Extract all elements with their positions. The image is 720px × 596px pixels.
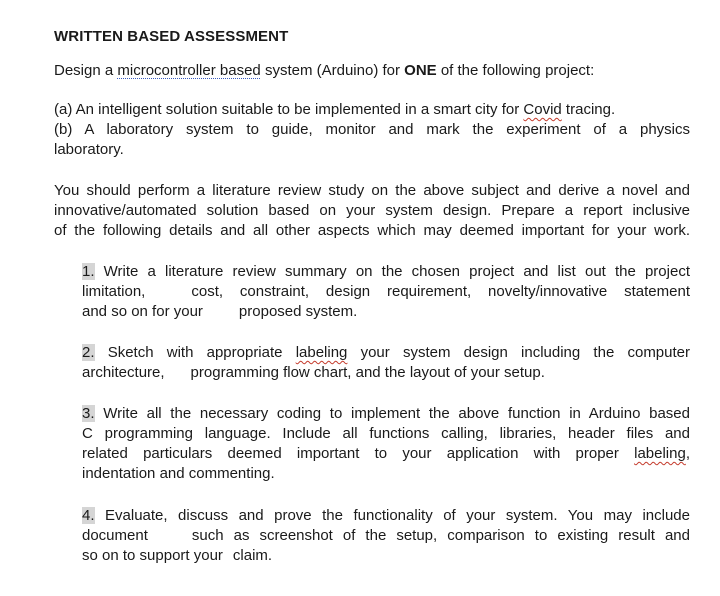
- task1-line1: [82, 262, 690, 282]
- task1-line2: [82, 282, 690, 302]
- task4-text: claim.: [232, 547, 273, 564]
- task4-line1: [82, 506, 690, 526]
- task1-line3: [82, 302, 357, 322]
- task4-line2: [82, 526, 690, 546]
- option-a-text: (a) An intelligent solution suitable to be implemented in a smart city for: [54, 101, 524, 118]
- task-number: 1.: [82, 263, 95, 280]
- task3-line2: C programming language. Include all functions calling, libraries, header files and: [82, 425, 690, 442]
- option-a: [54, 100, 615, 120]
- task1-text: proposed system.: [238, 303, 358, 320]
- assessment-heading: WRITTEN BASED ASSESSMENT: [54, 28, 289, 45]
- emphasis-text: ONE: [404, 62, 437, 79]
- option-b-line2: laboratory.: [54, 141, 124, 158]
- task3-text: ,: [685, 445, 690, 462]
- review-paragraph-line1: You should perform a literature review study on the above subject and derive a novel and: [54, 182, 690, 199]
- spell-flagged-text: labeling: [634, 445, 686, 462]
- task4-line3: [82, 546, 272, 566]
- task-number: 3.: [82, 405, 95, 422]
- task1-text: cost, constraint, design requirement, novelty/innovative statement: [191, 283, 690, 300]
- task2-text: architecture,: [82, 364, 165, 381]
- task3-text: related particulars deemed important to your application with proper: [82, 445, 635, 462]
- spell-flagged-text: labeling: [295, 344, 348, 361]
- task2-line2: [82, 363, 545, 383]
- task1-text: and so on for your: [82, 303, 203, 320]
- intro-text: system (Arduino) for: [260, 62, 405, 79]
- review-paragraph-line3: of the following details and all other aspects which may deemed important for your work.: [54, 222, 690, 239]
- intro-text: Design a: [54, 62, 118, 79]
- task2-text: your system design including the computer: [347, 344, 690, 361]
- task4-text: so on to support your: [82, 547, 223, 564]
- task3-line1: [82, 404, 690, 424]
- task4-text: such as screenshot of the setup, comparison to existing result and: [191, 527, 690, 544]
- task2-text: programming flow chart, and the layout of your setup.: [190, 364, 545, 381]
- task2-line1: [82, 343, 690, 363]
- option-a-text: tracing.: [561, 101, 616, 118]
- task-number: 2.: [82, 344, 95, 361]
- task3-line4: indentation and commenting.: [82, 465, 275, 482]
- task3-line3: [82, 444, 690, 464]
- option-b-line1: (b) A laboratory system to guide, monitor and mark the experiment of a physics: [54, 121, 690, 138]
- task1-text: Write a literature review summary on the chosen project and list out the project: [94, 263, 690, 280]
- spell-flagged-text: Covid: [523, 101, 562, 118]
- task2-text: Sketch with appropriate: [94, 344, 296, 361]
- task1-text: limitation,: [82, 283, 146, 300]
- task3-text: Write all the necessary coding to implement the above function in Arduino based: [94, 405, 690, 422]
- grammar-flagged-text: microcontroller based: [117, 62, 261, 79]
- task4-text: document: [82, 527, 148, 544]
- task4-text: Evaluate, discuss and prove the functionality of your system. You may include: [94, 507, 690, 524]
- task-number: 4.: [82, 507, 95, 524]
- intro-line: [54, 61, 594, 81]
- intro-text: of the following project:: [436, 62, 595, 79]
- review-paragraph-line2: innovative/automated solution based on your system design. Prepare a report inclusive: [54, 202, 690, 219]
